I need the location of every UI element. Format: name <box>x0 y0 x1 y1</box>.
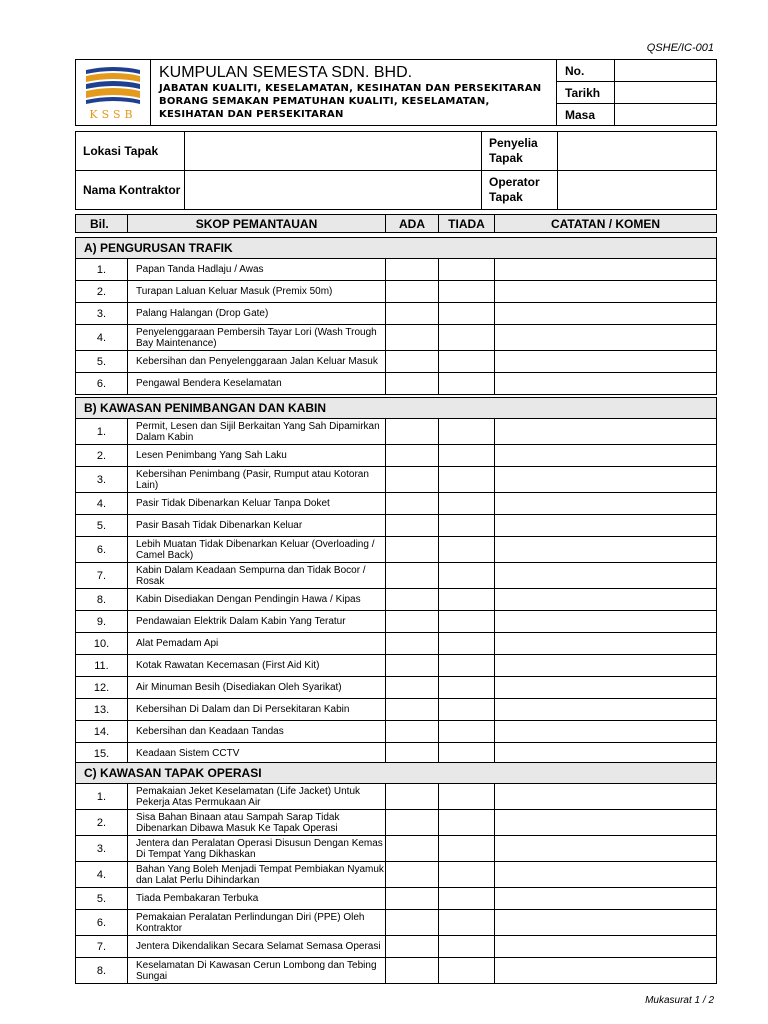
comment-field[interactable] <box>495 467 717 493</box>
comment-field[interactable] <box>495 351 717 373</box>
checklist-row <box>76 493 717 515</box>
col-header-notes: CATATAN / KOMEN <box>495 215 717 233</box>
item-description: Kotak Rawatan Kecemasan (First Aid Kit) <box>128 655 386 677</box>
operator-field[interactable] <box>558 171 717 210</box>
checklist-row <box>76 721 717 743</box>
checkbox-tiada[interactable] <box>439 958 495 984</box>
col-header-scope: SKOP PEMANTAUAN <box>128 215 386 233</box>
operator-label: Operator Tapak <box>482 171 558 210</box>
item-number: 7. <box>76 936 128 958</box>
checkbox-tiada[interactable] <box>439 699 495 721</box>
item-description: Keselamatan Di Kawasan Cerun Lombong dan Tebing Sungai <box>128 958 386 984</box>
item-description: Jentera dan Peralatan Operasi Disusun Dengan Kemas Di Tempat Yang Dikhaskan <box>128 836 386 862</box>
checkbox-ada[interactable] <box>386 351 439 373</box>
section-a <box>75 237 717 395</box>
checkbox-tiada[interactable] <box>439 677 495 699</box>
checklist-row <box>76 784 717 810</box>
comment-field[interactable] <box>495 303 717 325</box>
item-description: Lebih Muatan Tidak Dibenarkan Keluar (Overloading / Camel Back) <box>128 537 386 563</box>
checkbox-ada[interactable] <box>386 611 439 633</box>
checkbox-tiada[interactable] <box>439 888 495 910</box>
item-number: 8. <box>76 589 128 611</box>
comment-field[interactable] <box>495 515 717 537</box>
item-description: Kabin Disediakan Dengan Pendingin Hawa / Kipas <box>128 589 386 611</box>
form-title: BORANG SEMAKAN PEMATUHAN KUALITI, KESELAMATAN, KESIHATAN DAN PERSEKITARAN <box>159 96 490 120</box>
checkbox-ada[interactable] <box>386 677 439 699</box>
item-number: 6. <box>76 373 128 395</box>
comment-field[interactable] <box>495 936 717 958</box>
comment-field[interactable] <box>495 563 717 589</box>
section-title: B) KAWASAN PENIMBANGAN DAN KABIN <box>76 398 717 419</box>
item-number: 4. <box>76 325 128 351</box>
checklist-row <box>76 910 717 936</box>
checkbox-ada[interactable] <box>386 373 439 395</box>
checkbox-ada[interactable] <box>386 862 439 888</box>
checklist-row <box>76 655 717 677</box>
comment-field[interactable] <box>495 325 717 351</box>
item-number: 9. <box>76 611 128 633</box>
contractor-label: Nama Kontraktor <box>76 171 185 210</box>
checkbox-tiada[interactable] <box>439 493 495 515</box>
meta-label-date: Tarikh <box>557 82 615 104</box>
checklist-row <box>76 259 717 281</box>
item-description: Kebersihan dan Penyelenggaraan Jalan Keluar Masuk <box>128 351 386 373</box>
item-description: Turapan Laluan Keluar Masuk (Premix 50m) <box>128 281 386 303</box>
comment-field[interactable] <box>495 655 717 677</box>
section-c <box>75 762 717 984</box>
item-description: Kebersihan dan Keadaan Tandas <box>128 721 386 743</box>
checkbox-tiada[interactable] <box>439 537 495 563</box>
comment-field[interactable] <box>495 589 717 611</box>
checkbox-ada[interactable] <box>386 699 439 721</box>
item-description: Alat Pemadam Api <box>128 633 386 655</box>
checklist-row <box>76 862 717 888</box>
comment-field[interactable] <box>495 958 717 984</box>
checkbox-ada[interactable] <box>386 303 439 325</box>
checkbox-ada[interactable] <box>386 655 439 677</box>
comment-field[interactable] <box>495 888 717 910</box>
checklist-row <box>76 515 717 537</box>
section-b <box>75 397 717 765</box>
comment-field[interactable] <box>495 259 717 281</box>
item-number: 10. <box>76 633 128 655</box>
meta-field-date[interactable] <box>615 82 717 104</box>
checkbox-ada[interactable] <box>386 467 439 493</box>
checkbox-ada[interactable] <box>386 958 439 984</box>
item-description: Bahan Yang Boleh Menjadi Tempat Pembiakan Nyamuk dan Lalat Perlu Dihindarkan <box>128 862 386 888</box>
comment-field[interactable] <box>495 537 717 563</box>
comment-field[interactable] <box>495 493 717 515</box>
site-info <box>75 131 717 210</box>
item-description: Tiada Pembakaran Terbuka <box>128 888 386 910</box>
item-number: 1. <box>76 259 128 281</box>
document-reference: QSHE/IC-001 <box>646 42 714 54</box>
section-title: A) PENGURUSAN TRAFIK <box>76 238 717 259</box>
item-description: Lesen Penimbang Yang Sah Laku <box>128 445 386 467</box>
checkbox-ada[interactable] <box>386 325 439 351</box>
checkbox-ada[interactable] <box>386 888 439 910</box>
checkbox-tiada[interactable] <box>439 655 495 677</box>
checklist-row <box>76 325 717 351</box>
item-number: 5. <box>76 515 128 537</box>
checkbox-tiada[interactable] <box>439 721 495 743</box>
item-number: 1. <box>76 419 128 445</box>
comment-field[interactable] <box>495 677 717 699</box>
comment-field[interactable] <box>495 281 717 303</box>
checkbox-tiada[interactable] <box>439 259 495 281</box>
checklist-row <box>76 677 717 699</box>
item-number: 2. <box>76 281 128 303</box>
comment-field[interactable] <box>495 633 717 655</box>
checkbox-tiada[interactable] <box>439 281 495 303</box>
checklist-row <box>76 611 717 633</box>
contractor-field[interactable] <box>185 171 482 210</box>
page-number: Mukasurat 1 / 2 <box>645 995 714 1006</box>
item-number: 5. <box>76 888 128 910</box>
checkbox-tiada[interactable] <box>439 373 495 395</box>
item-description: Kebersihan Penimbang (Pasir, Rumput atau Kotoran Lain) <box>128 467 386 493</box>
comment-field[interactable] <box>495 699 717 721</box>
checklist-row <box>76 888 717 910</box>
checkbox-ada[interactable] <box>386 810 439 836</box>
checkbox-ada[interactable] <box>386 910 439 936</box>
checkbox-ada[interactable] <box>386 721 439 743</box>
checklist-row <box>76 699 717 721</box>
company-logo <box>76 60 151 126</box>
checkbox-tiada[interactable] <box>439 810 495 836</box>
item-number: 14. <box>76 721 128 743</box>
department-name: JABATAN KUALITI, KESELAMATAN, KESIHATAN DAN PERSEKITARAN <box>159 83 542 94</box>
item-number: 3. <box>76 467 128 493</box>
item-number: 4. <box>76 862 128 888</box>
checkbox-ada[interactable] <box>386 537 439 563</box>
checkbox-tiada[interactable] <box>439 303 495 325</box>
checklist-row <box>76 836 717 862</box>
item-number: 11. <box>76 655 128 677</box>
checklist-row <box>76 467 717 493</box>
comment-field[interactable] <box>495 721 717 743</box>
item-description: Kabin Dalam Keadaan Sempurna dan Tidak Bocor / Rosak <box>128 563 386 589</box>
company-name: KUMPULAN SEMESTA SDN. BHD. <box>159 64 413 81</box>
checkbox-ada[interactable] <box>386 445 439 467</box>
comment-field[interactable] <box>495 836 717 862</box>
location-label: Lokasi Tapak <box>76 132 185 171</box>
comment-field[interactable] <box>495 910 717 936</box>
section-title: C) KAWASAN TAPAK OPERASI <box>76 763 717 784</box>
column-headers <box>75 214 717 233</box>
checkbox-ada[interactable] <box>386 281 439 303</box>
title-block <box>151 60 557 126</box>
comment-field[interactable] <box>495 445 717 467</box>
comment-field[interactable] <box>495 373 717 395</box>
checkbox-ada[interactable] <box>386 515 439 537</box>
item-number: 8. <box>76 958 128 984</box>
checklist-row <box>76 633 717 655</box>
item-description: Pemakaian Jeket Keselamatan (Life Jacket) Untuk Pekerja Atas Permukaan Air <box>128 784 386 810</box>
checklist-row <box>76 936 717 958</box>
checkbox-tiada[interactable] <box>439 563 495 589</box>
checkbox-tiada[interactable] <box>439 611 495 633</box>
checkbox-tiada[interactable] <box>439 589 495 611</box>
meta-label-time: Masa <box>557 104 615 126</box>
checklist-row <box>76 537 717 563</box>
item-description: Pasir Tidak Dibenarkan Keluar Tanpa Doket <box>128 493 386 515</box>
col-header-no: Bil. <box>76 215 128 233</box>
checkbox-tiada[interactable] <box>439 633 495 655</box>
comment-field[interactable] <box>495 862 717 888</box>
checklist-row <box>76 373 717 395</box>
supervisor-field[interactable] <box>558 132 717 171</box>
item-description: Papan Tanda Hadlaju / Awas <box>128 259 386 281</box>
comment-field[interactable] <box>495 810 717 836</box>
checkbox-tiada[interactable] <box>439 467 495 493</box>
checklist-row <box>76 563 717 589</box>
item-description: Pengawal Bendera Keselamatan <box>128 373 386 395</box>
col-header-yes: ADA <box>386 215 439 233</box>
item-number: 3. <box>76 303 128 325</box>
checkbox-tiada[interactable] <box>439 325 495 351</box>
comment-field[interactable] <box>495 419 717 445</box>
item-description: Kebersihan Di Dalam dan Di Persekitaran Kabin <box>128 699 386 721</box>
checklist-row <box>76 351 717 373</box>
item-number: 1. <box>76 784 128 810</box>
item-description: Palang Halangan (Drop Gate) <box>128 303 386 325</box>
item-description: Pendawaian Elektrik Dalam Kabin Yang Teratur <box>128 611 386 633</box>
item-description: Penyelenggaraan Pembersih Tayar Lori (Wash Trough Bay Maintenance) <box>128 325 386 351</box>
item-number: 12. <box>76 677 128 699</box>
col-header-no-col: TIADA <box>439 215 495 233</box>
checklist-row <box>76 445 717 467</box>
item-description: Air Minuman Besih (Disediakan Oleh Syarikat) <box>128 677 386 699</box>
checkbox-tiada[interactable] <box>439 419 495 445</box>
supervisor-label: Penyelia Tapak <box>482 132 558 171</box>
logo-lettering: KSSB <box>89 107 137 121</box>
item-description: Permit, Lesen dan Sijil Berkaitan Yang Sah Dipamirkan Dalam Kabin <box>128 419 386 445</box>
item-description: Jentera Dikendalikan Secara Selamat Semasa Operasi <box>128 936 386 958</box>
checklist-row <box>76 589 717 611</box>
location-field[interactable] <box>185 132 482 171</box>
meta-label-no: No. <box>557 60 615 82</box>
item-number: 6. <box>76 537 128 563</box>
checkbox-ada[interactable] <box>386 259 439 281</box>
item-number: 7. <box>76 563 128 589</box>
item-number: 13. <box>76 699 128 721</box>
checkbox-ada[interactable] <box>386 589 439 611</box>
item-number: 2. <box>76 445 128 467</box>
item-number: 3. <box>76 836 128 862</box>
item-description: Sisa Bahan Binaan atau Sampah Sarap Tidak Dibenarkan Dibawa Masuk Ke Tapak Operasi <box>128 810 386 836</box>
item-number: 4. <box>76 493 128 515</box>
checklist-row <box>76 303 717 325</box>
item-number: 6. <box>76 910 128 936</box>
checkbox-tiada[interactable] <box>439 836 495 862</box>
checkbox-tiada[interactable] <box>439 351 495 373</box>
item-number: 5. <box>76 351 128 373</box>
form-header <box>75 59 717 126</box>
checklist-row <box>76 958 717 984</box>
item-number: 15. <box>76 743 128 765</box>
meta-field-no[interactable] <box>615 60 717 82</box>
checklist-row <box>76 419 717 445</box>
checkbox-tiada[interactable] <box>439 784 495 810</box>
checkbox-tiada[interactable] <box>439 515 495 537</box>
kssb-logo-icon <box>80 64 146 122</box>
item-number: 2. <box>76 810 128 836</box>
checklist-row <box>76 810 717 836</box>
meta-field-time[interactable] <box>615 104 717 126</box>
checkbox-tiada[interactable] <box>439 936 495 958</box>
checkbox-ada[interactable] <box>386 563 439 589</box>
item-description: Pasir Basah Tidak Dibenarkan Keluar <box>128 515 386 537</box>
checkbox-ada[interactable] <box>386 784 439 810</box>
checkbox-ada[interactable] <box>386 836 439 862</box>
comment-field[interactable] <box>495 784 717 810</box>
item-description: Pemakaian Peralatan Perlindungan Diri (PPE) Oleh Kontraktor <box>128 910 386 936</box>
checkbox-ada[interactable] <box>386 936 439 958</box>
checkbox-ada[interactable] <box>386 419 439 445</box>
checkbox-ada[interactable] <box>386 493 439 515</box>
checkbox-ada[interactable] <box>386 633 439 655</box>
checkbox-tiada[interactable] <box>439 910 495 936</box>
checklist-row <box>76 281 717 303</box>
comment-field[interactable] <box>495 611 717 633</box>
checkbox-tiada[interactable] <box>439 445 495 467</box>
checkbox-tiada[interactable] <box>439 862 495 888</box>
item-description: Keadaan Sistem CCTV <box>128 743 386 765</box>
